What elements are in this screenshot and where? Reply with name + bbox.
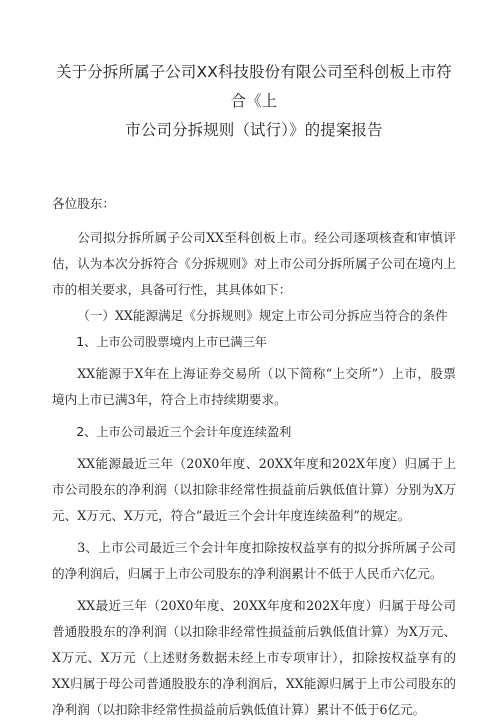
section-1-heading: （一）XX能源满足《分拆规则》规定上市公司分拆应当符合的条件 — [77, 308, 448, 323]
item-2-body: XX能源最近三年（20X0年度、20XX年度和202X年度）归属于上市公司股东的净利润（以扣除非经常性损益前后孰低值计算）分别为X万元、X万元、X万元，符合“最近三个会计年度连续盈利”的规定。 — [52, 456, 456, 523]
title-line-1: 关于分拆所属子公司XX科技股份有限公司至科创板上市符合《上 — [56, 63, 452, 110]
salutation: 各位股东： — [52, 196, 115, 211]
item-2-heading: 2、上市公司最近三个会计年度连续盈利 — [76, 425, 292, 439]
document-title — [52, 58, 456, 145]
intro-paragraph: 公司拟分拆所属子公司XX至科创板上市。经公司逐项核查和审慎评估，认为本次分拆符合《分拆规则》对上市公司分拆所属子公司在境内上市的相关要求，具备可行性，其具体如下： — [52, 230, 456, 297]
item-1-heading: 1、上市公司股票境内上市已满三年 — [76, 335, 267, 349]
item-3-body: XX最近三年（20X0年度、20XX年度和202X年度）归属于母公司普通股股东的净利润（以扣除非经常性损益前后孰低值计算）为X万元、X万元、X万元（上述财务数据未经上市专项审计），扣除按权益享有的XX归属于母公司普通股股东的净利润后，XX能源归属于上市公司股东的净利润（以扣除非经常性损益前后孰低值计算）累计不低于6亿元。 — [52, 598, 456, 717]
item-1-body: XX能源于X年在上海证券交易所（以下简称“上交所”）上市，股票境内上市已满3年，符合上市持续期要求。 — [52, 366, 456, 407]
item-3-heading: 3、上市公司最近三个会计年度扣除按权益享有的拟分拆所属子公司的净利润后，归属于上市公司股东的净利润累计不低于人民币六亿元。 — [52, 540, 456, 581]
title-line-2: 市公司分拆规则（试行）》的提案报告 — [125, 121, 383, 139]
